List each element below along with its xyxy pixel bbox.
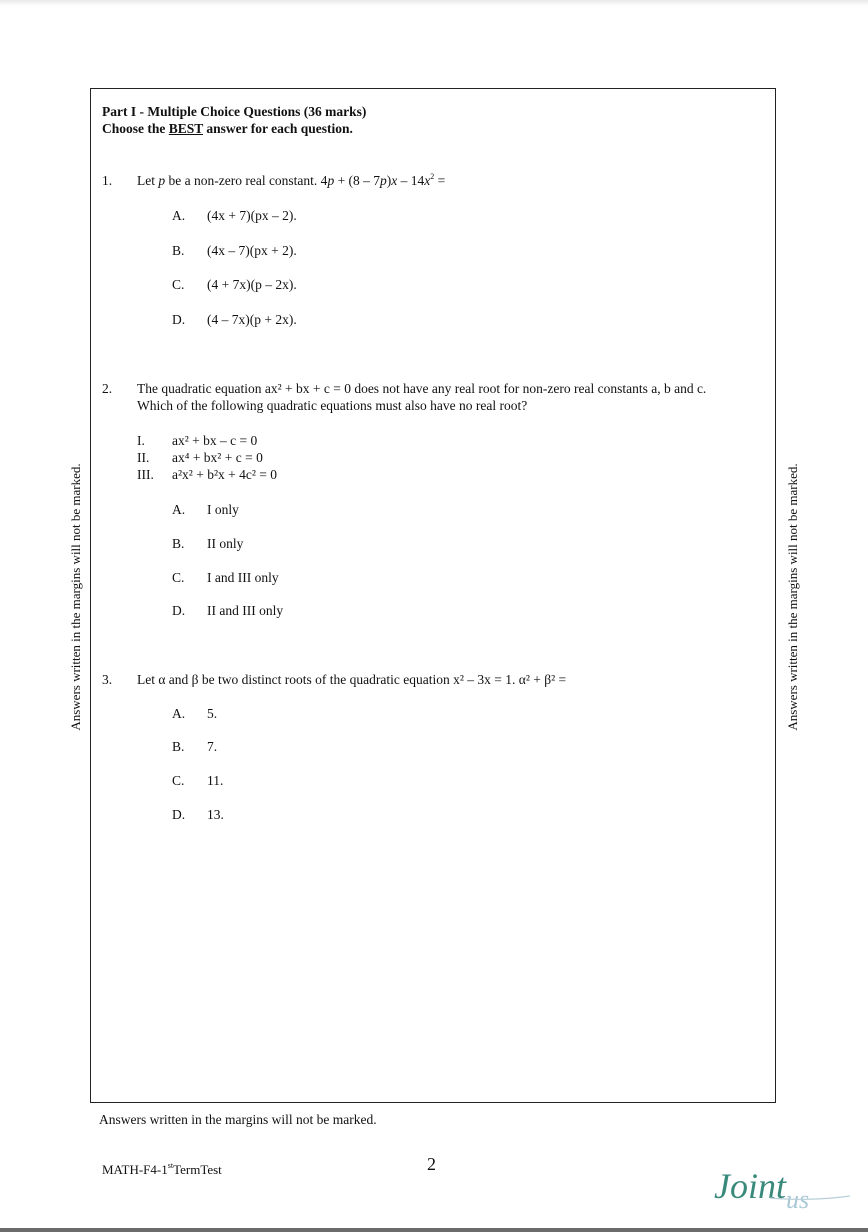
q3-number: 3. xyxy=(102,672,113,687)
q2-option-text: I and III only xyxy=(207,570,279,585)
q3-stem: Let α and β be two distinct roots of the quadratic equation x² – 3x = 1. α² + β² = xyxy=(137,672,567,687)
q2-option-text: II only xyxy=(207,536,244,551)
q2-option-text: I only xyxy=(207,502,239,517)
q3-option-letter: B. xyxy=(172,739,185,754)
top-shadow xyxy=(0,0,868,6)
q2-statement-text: ax² + bx – c = 0 xyxy=(172,433,258,448)
q3-option-text: 5. xyxy=(207,706,218,721)
q1-option-text: (4 – 7x)(p + 2x). xyxy=(207,312,297,327)
bottom-margin-note: Answers written in the margins will not be marked. xyxy=(99,1112,377,1127)
bottom-edge xyxy=(0,1228,868,1232)
answer-frame xyxy=(90,88,776,1103)
q2-option-letter: B. xyxy=(172,536,185,551)
q3-option-letter: D. xyxy=(172,807,186,822)
q2-statement-text: a²x² + b²x + 4c² = 0 xyxy=(172,467,278,482)
q2-statement-label: II. xyxy=(137,450,150,465)
q3-option-text: 11. xyxy=(207,773,224,788)
left-margin-note: Answers written in the margins will not be marked. xyxy=(68,463,83,731)
q2-stem-line1: The quadratic equation ax² + bx + c = 0 does not have any real root for non-zero real constants a, b and c. xyxy=(137,381,707,396)
q2-statement-label: III. xyxy=(137,467,154,482)
q1-option-letter: D. xyxy=(172,312,186,327)
q2-option-letter: A. xyxy=(172,502,186,517)
instruction: Choose the BEST answer for each question. xyxy=(102,121,353,136)
q2-option-text: II and III only xyxy=(207,603,284,618)
q3-option-text: 13. xyxy=(207,807,224,822)
q2-option-letter: D. xyxy=(172,603,186,618)
q1-option-text: (4x – 7)(px + 2). xyxy=(207,243,297,258)
logo-text-main: Joint xyxy=(714,1166,786,1206)
q1-option-letter: B. xyxy=(172,243,185,258)
q1-number: 1. xyxy=(102,173,113,188)
q3-option-letter: A. xyxy=(172,706,186,721)
q2-statement-text: ax⁴ + bx² + c = 0 xyxy=(172,450,263,465)
jointus-logo xyxy=(712,1160,852,1212)
q2-statement-label: I. xyxy=(137,433,145,448)
q1-stem: Let p be a non-zero real constant. $4p + (8 - 7p)x - 14x^2$ = xyxy=(137,171,446,188)
q1-option-text: (4x + 7)(px – 2). xyxy=(207,208,297,223)
logo-text-sub: us xyxy=(786,1185,810,1212)
q2-number: 2. xyxy=(102,381,113,396)
q1-option-text: (4 + 7x)(p – 2x). xyxy=(207,277,297,292)
page-number: 2 xyxy=(427,1154,436,1174)
q2-option-letter: C. xyxy=(172,570,185,585)
q1-option-letter: A. xyxy=(172,208,186,223)
right-margin-note: Answers written in the margins will not be marked. xyxy=(785,463,800,731)
q3-option-letter: C. xyxy=(172,773,185,788)
course-code: MATH-F4-1stTermTest xyxy=(102,1160,222,1177)
q1-option-letter: C. xyxy=(172,277,185,292)
part-title: Part I - Multiple Choice Questions (36 marks) xyxy=(102,104,367,119)
q3-option-text: 7. xyxy=(207,739,218,754)
q2-stem-line2: Which of the following quadratic equations must also have no real root? xyxy=(137,398,528,413)
